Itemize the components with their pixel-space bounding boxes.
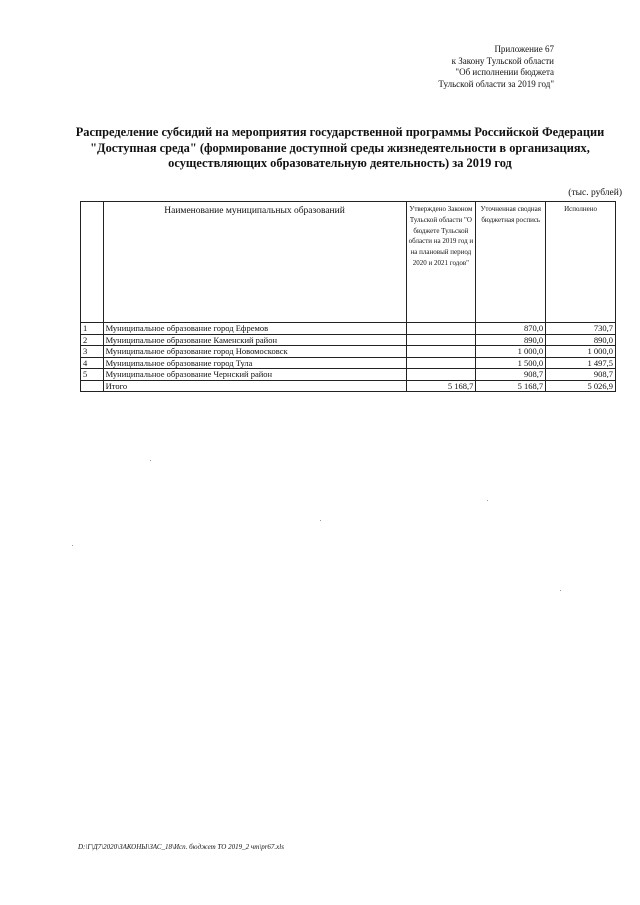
table-total-row (81, 380, 616, 392)
title-line: Распределение субсидий на мероприятия государственной программы Российской Федерации (75, 125, 605, 139)
header-refined: Уточненная сводная бюджетная роспись (476, 202, 546, 323)
scan-speck (72, 545, 73, 546)
row-refined: 1 000,0 (476, 346, 546, 358)
total-name: Итого (103, 380, 406, 392)
subsidy-table (80, 201, 616, 392)
header-num-cell (81, 202, 104, 323)
row-approved (406, 323, 476, 335)
row-num: 5 (81, 369, 104, 381)
table-header-row (81, 202, 616, 323)
row-approved (406, 357, 476, 369)
row-name: Муниципальное образование город Новомосковск (103, 346, 406, 358)
row-approved (406, 369, 476, 381)
row-num: 1 (81, 323, 104, 335)
header-approved: Утверждено Законом Тульской области "О бюджете Тульской области на 2019 год и на плановый период 2020 и 2021 годов" (406, 202, 476, 323)
row-num: 3 (81, 346, 104, 358)
table-row (81, 323, 616, 335)
appendix-line: "Об исполнении бюджета (455, 67, 554, 77)
title-line: осуществляющих образовательную деятельность) за 2019 год (168, 156, 512, 170)
header-executed: Исполнено (546, 202, 616, 323)
row-approved (406, 346, 476, 358)
row-refined: 870,0 (476, 323, 546, 335)
title-line: "Доступная среда" (формирование доступной среды жизнедеятельности в организациях, (90, 140, 590, 155)
row-num: 4 (81, 357, 104, 369)
row-name: Муниципальное образование Чернский район (103, 369, 406, 381)
table-row (81, 346, 616, 358)
row-executed: 1 000,0 (546, 346, 616, 358)
row-executed: 730,7 (546, 323, 616, 335)
row-name: Муниципальное образование Каменский район (103, 334, 406, 346)
total-refined: 5 168,7 (476, 380, 546, 392)
scan-speck (560, 590, 561, 591)
row-refined: 890,0 (476, 334, 546, 346)
units-label: (тыс. рублей) (568, 188, 622, 198)
total-executed: 5 026,9 (546, 380, 616, 392)
appendix-line: Приложение 67 (494, 44, 554, 54)
appendix-line: Тульской области за 2019 год" (438, 78, 554, 89)
table-row (81, 334, 616, 346)
row-num: 2 (81, 334, 104, 346)
appendix-block (354, 44, 554, 90)
scan-speck (320, 520, 321, 521)
document-title (60, 125, 620, 172)
header-name: Наименование муниципальных образований (103, 202, 406, 323)
row-name: Муниципальное образование город Тула (103, 357, 406, 369)
row-executed: 890,0 (546, 334, 616, 346)
row-approved (406, 334, 476, 346)
file-path-footer: D:\Г\Д7\2020\ЗАКОНЫ\ЗАС_18\Исп. бюджет ТО 2019_2 чт\pr67.xls (78, 843, 284, 851)
total-approved: 5 168,7 (406, 380, 476, 392)
row-executed: 1 497,5 (546, 357, 616, 369)
table-row (81, 357, 616, 369)
total-num (81, 380, 104, 392)
scan-speck (487, 500, 488, 501)
table-row (81, 369, 616, 381)
row-refined: 1 500,0 (476, 357, 546, 369)
scan-speck (150, 460, 151, 461)
row-name: Муниципальное образование город Ефремов (103, 323, 406, 335)
row-executed: 908,7 (546, 369, 616, 381)
row-refined: 908,7 (476, 369, 546, 381)
appendix-line: к Закону Тульской области (451, 55, 554, 66)
